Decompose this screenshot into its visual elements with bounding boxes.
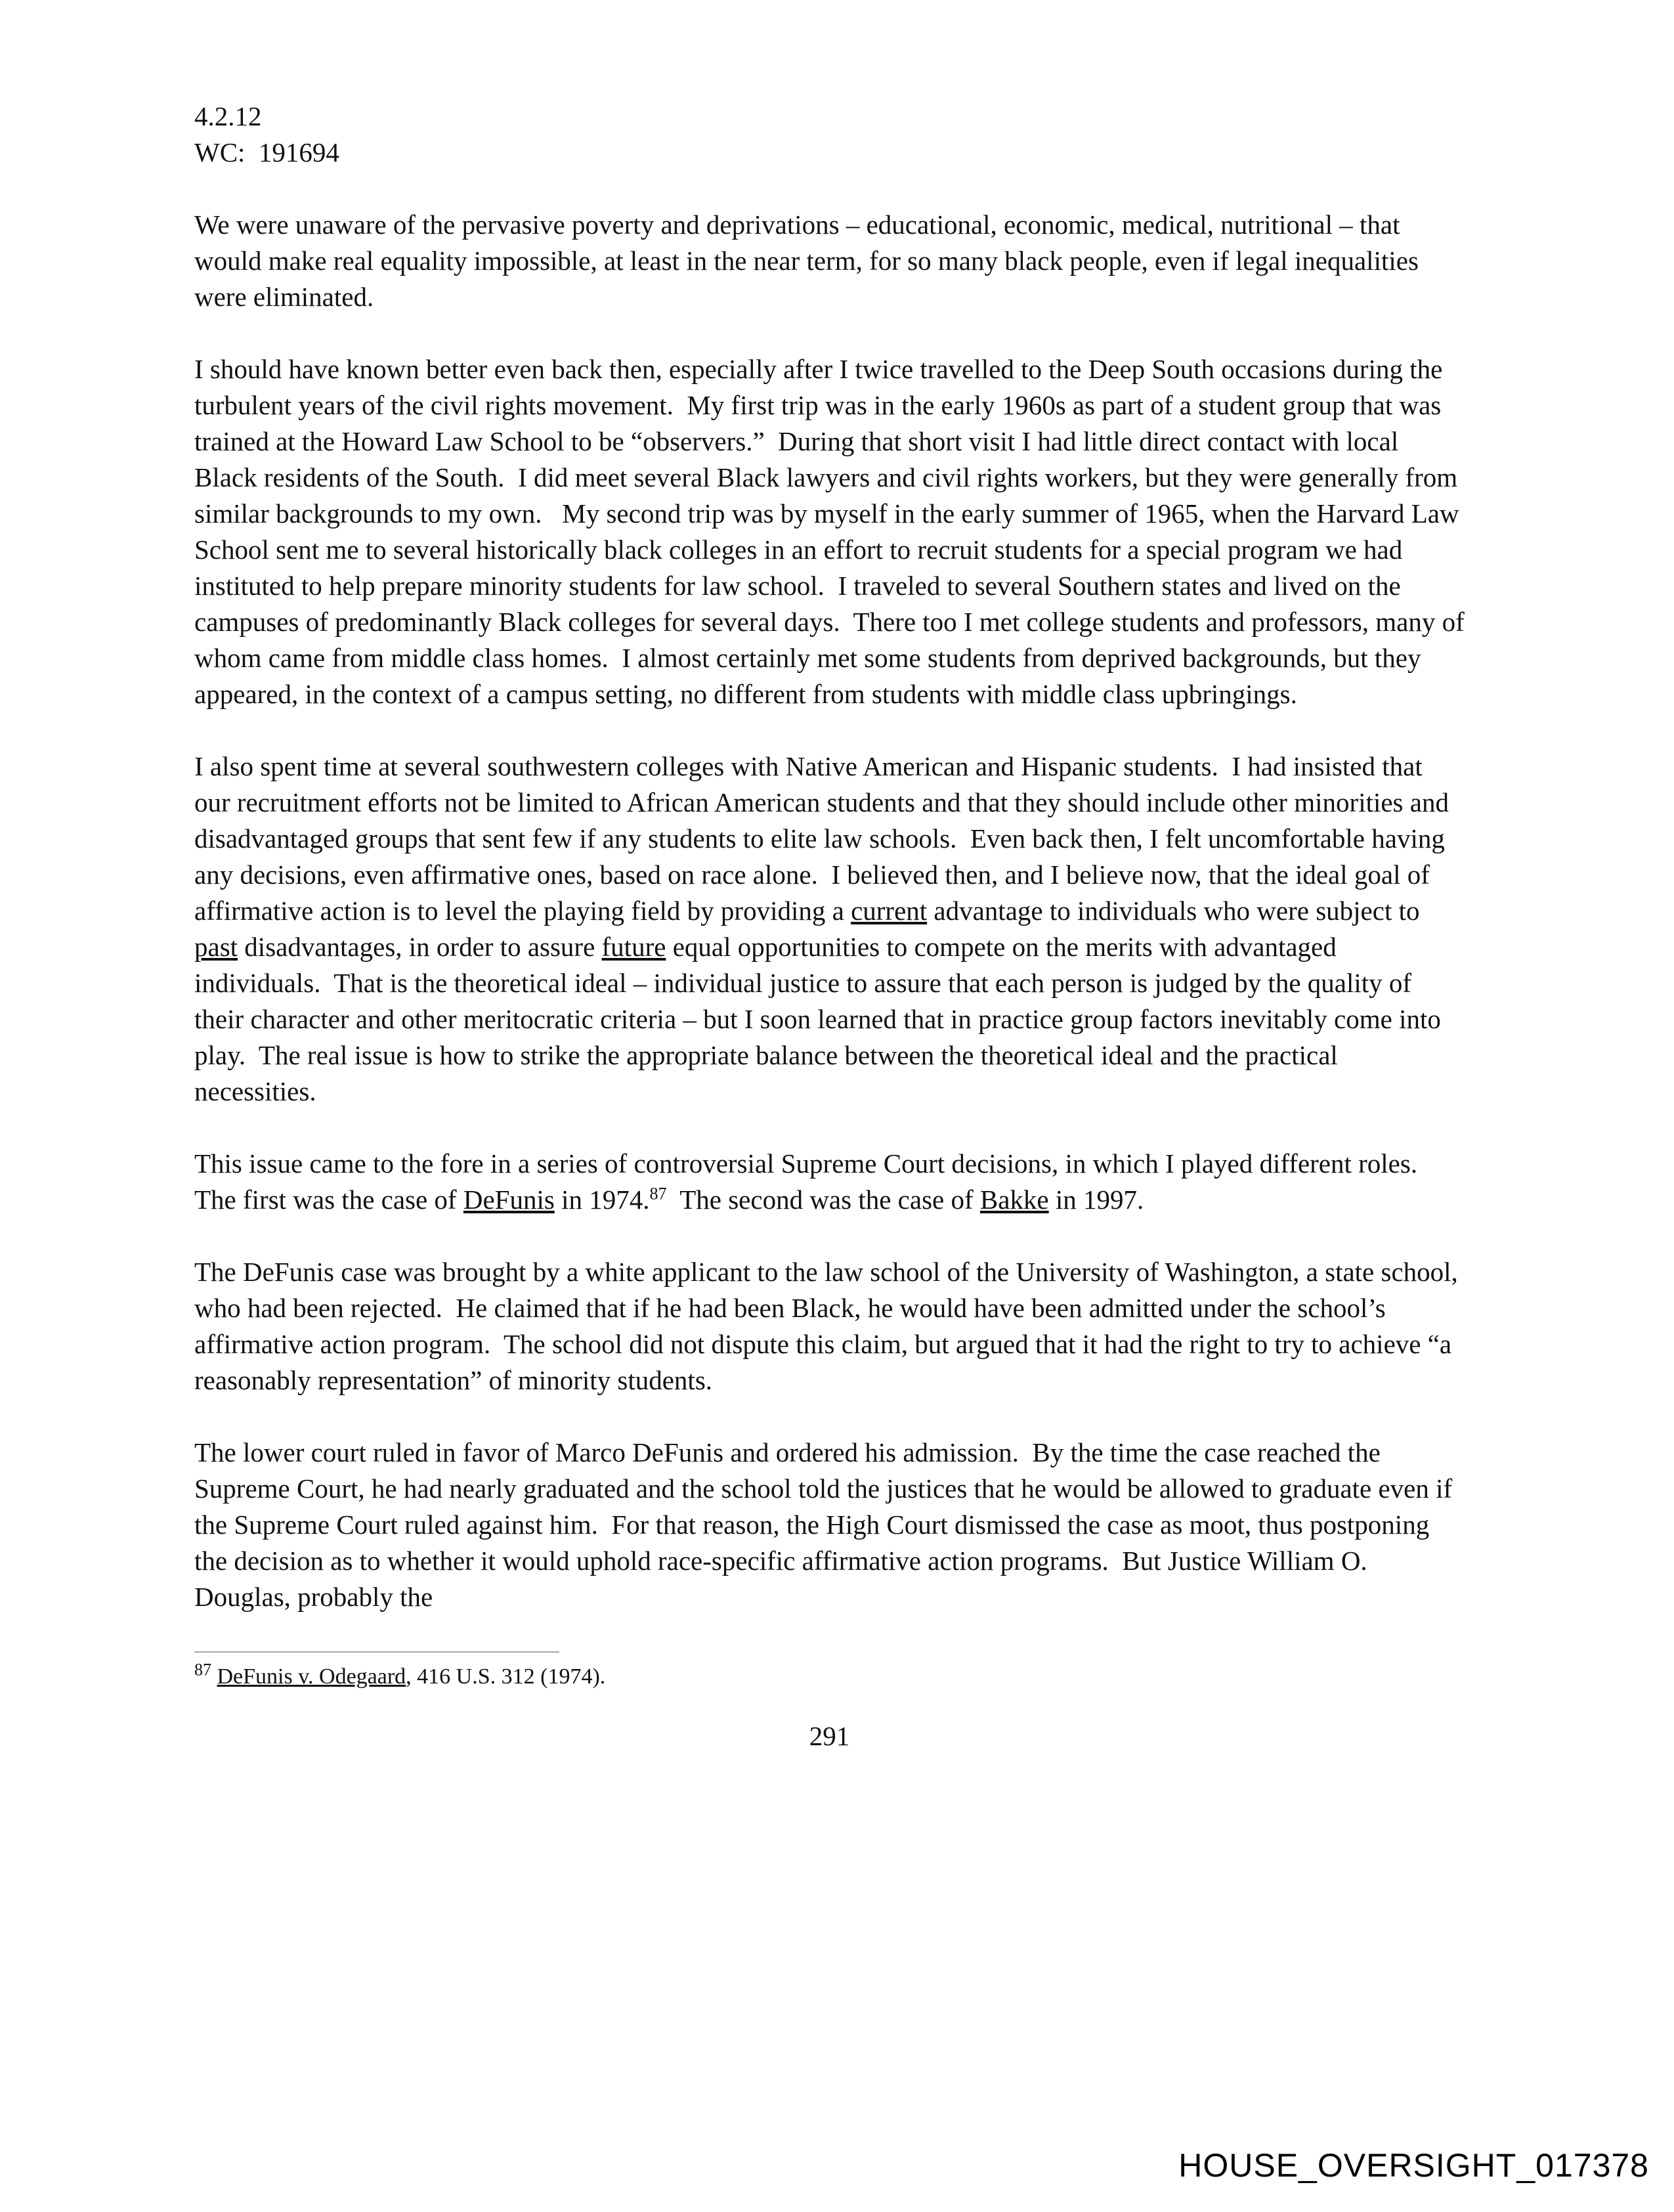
underlined-text: DeFunis v. Odegaard	[217, 1664, 406, 1689]
text-run: advantage to individuals who were subject to	[927, 896, 1427, 926]
paragraph	[194, 351, 1472, 712]
text-run	[211, 1664, 217, 1689]
footnote-marker: 87	[194, 1660, 211, 1680]
text-run: The DeFunis case was brought by a white applicant to the law school of the University of Washington, a state school, who had been rejected. He claimed that if he had been Black, he would have been admitted under the school’s affirmative action program. The school did not dispute this claim, but argued that it had the right to try to achieve “a reasonably representation” of minority students.	[194, 1257, 1465, 1395]
text-run: The second was the case of	[666, 1184, 980, 1215]
header-word-count: WC: 191694	[194, 137, 339, 167]
footnote-block	[194, 1651, 1465, 1692]
text-run: equal opportunities to compete on the merits with advantaged individuals. That is the theoretical ideal – individual justice to assure that each person is judged by the quality of their character and other meritocratic criteria – but I soon learned that in practice group factors inevitably come into play. The real issue is how to strike the appropriate balance between the theoretical ideal and the practical necessities.	[194, 932, 1448, 1106]
page-number: 291	[809, 1721, 850, 1751]
text-run: The lower court ruled in favor of Marco DeFunis and ordered his admission. By the time the case reached the Supreme Court, he had nearly graduated and the school told the justices that he would be allowed to graduate even if the Supreme Court ruled against him. For that reason, the High Court dismissed the case as moot, thus postponing the decision as to whether it would uphold race-specific affirmative action programs. But Justice William O. Douglas, probably the	[194, 1437, 1459, 1612]
underlined-text: past	[194, 932, 238, 962]
footnote	[194, 1662, 1465, 1692]
text-run: We were unaware of the pervasive poverty and deprivations – educational, economic, medical, nutritional – that would make real equality impossible, at least in the near term, for so many black people, even if legal inequalities were eliminated.	[194, 209, 1426, 312]
paragraph	[194, 1435, 1465, 1615]
footnote-divider	[194, 1651, 559, 1653]
text-run: in 1974.	[554, 1184, 650, 1215]
header-date: 4.2.12	[194, 101, 262, 131]
text-run: in 1997.	[1048, 1184, 1144, 1215]
text-run: I should have known better even back then, especially after I twice travelled to the Deep South occasions during the turbulent years of the civil rights movement. My first trip was in the early 1960s as part of a student group that was trained at the Howard Law School to be “observers.” During that short visit I had little direct contact with local Black residents of the South. I did meet several Black lawyers and civil rights workers, but they were generally from similar backgrounds to my own. My second trip was by myself in the early summer of 1965, when the Harvard Law School sent me to several historically black colleges in an effort to recruit students for a special program we had instituted to help prepare minority students for law school. I traveled to several Southern states and lived on the campuses of predominantly Black colleges for several days. There too I met college students and professors, many of whom came from middle class homes. I almost certainly met some students from deprived backgrounds, but they appeared, in the context of a campus setting, no different from students with middle class upbringings.	[194, 354, 1472, 709]
underlined-text: current	[851, 896, 928, 926]
paragraph	[194, 207, 1465, 315]
bates-stamp: HOUSE_OVERSIGHT_017378	[1178, 2147, 1649, 2184]
text-run: disadvantages, in order to assure	[238, 932, 602, 962]
paragraph	[194, 1146, 1465, 1218]
underlined-text: Bakke	[979, 1184, 1049, 1215]
footnote-marker: 87	[649, 1184, 667, 1204]
underlined-text: DeFunis	[463, 1184, 555, 1215]
paragraph	[194, 1254, 1465, 1399]
document-header	[194, 98, 1465, 171]
text-run: This issue came to the fore in a series of controversial Supreme Court decisions, in which I played different roles. The first was the case of	[194, 1148, 1430, 1215]
underlined-text: future	[601, 932, 666, 962]
paragraphs-container	[194, 207, 1472, 1615]
paragraph	[194, 748, 1465, 1110]
document-content	[194, 98, 1472, 1754]
text-run: , 416 U.S. 312 (1974).	[406, 1664, 606, 1689]
text-run: I also spent time at several southwestern colleges with Native American and Hispanic students. I had insisted that our recruitment efforts not be limited to African American students and that they should include other minorities and disadvantaged groups that sent few if any students to elite law schools. Even back then, I felt uncomfortable having any decisions, even affirmative ones, based on race alone. I believed then, and I believe now, that the ideal goal of affirmative action is to level the playing field by providing a	[194, 751, 1456, 926]
